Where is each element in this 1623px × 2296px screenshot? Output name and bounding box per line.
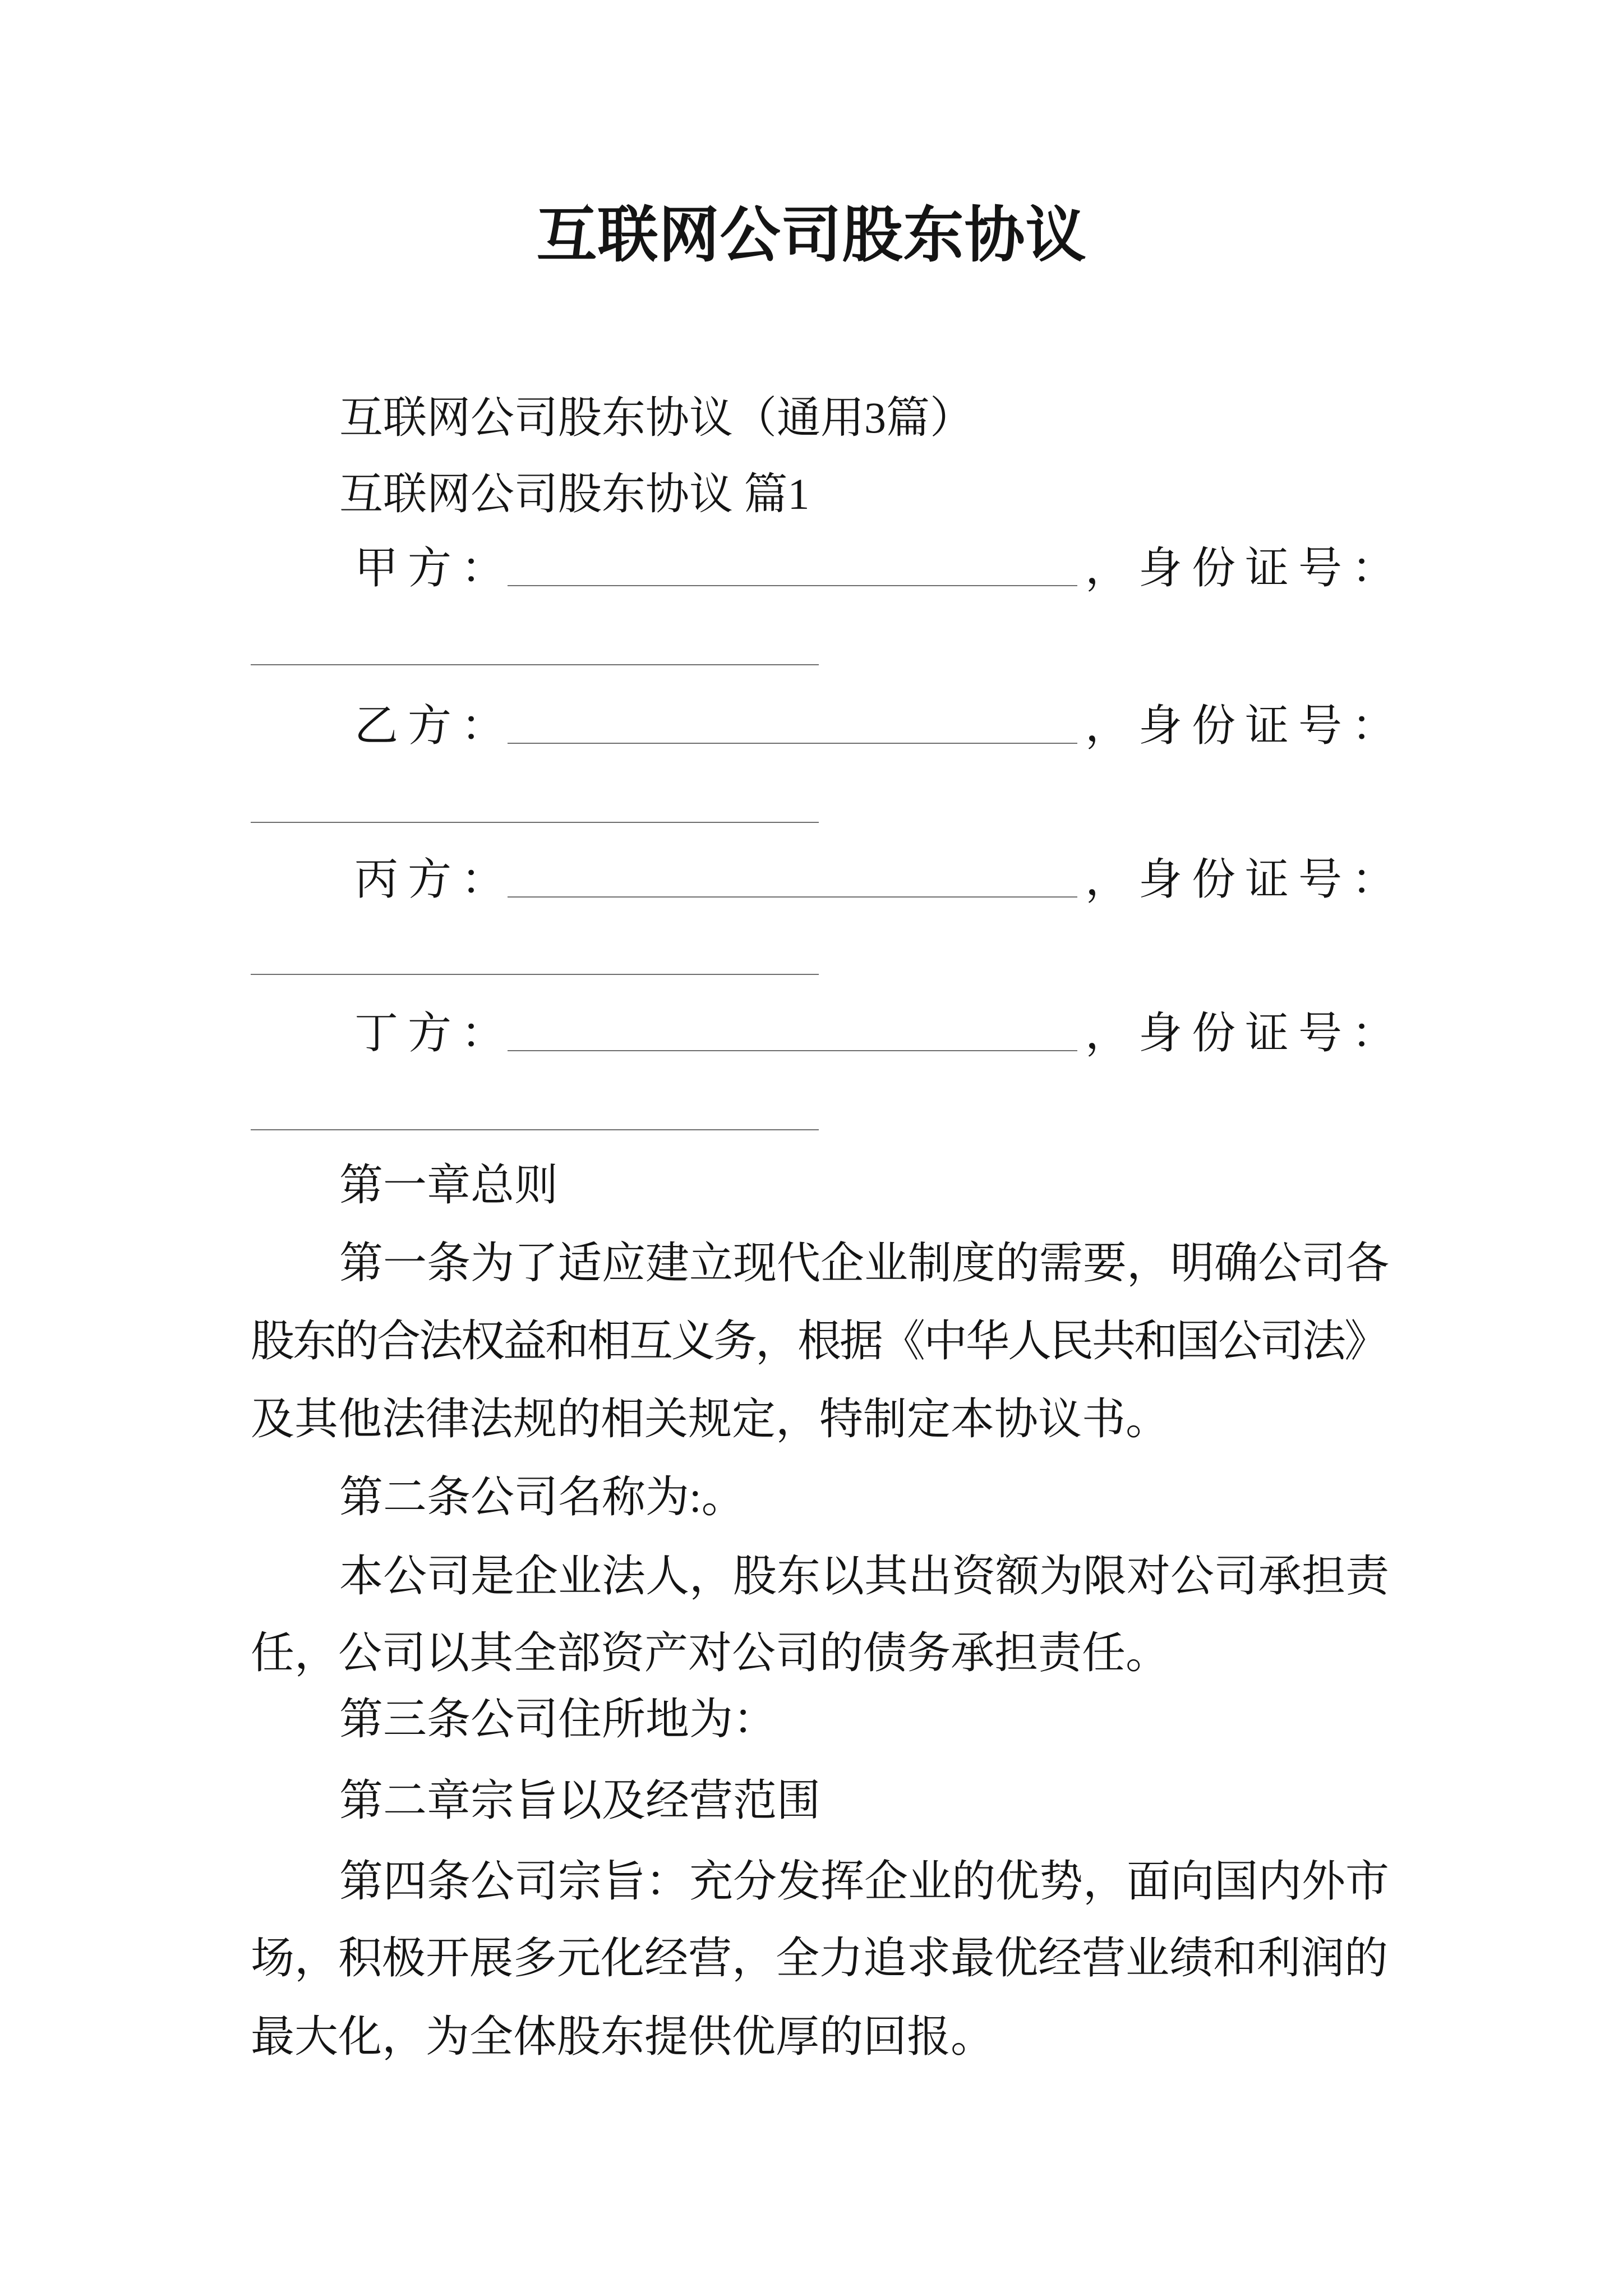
party-id-blank <box>251 664 819 665</box>
paragraph-line: 任，公司以其全部资产对公司的债务承担责任。 <box>251 1628 1170 1677</box>
party-id-label: ，身份证号： <box>1085 1009 1405 1057</box>
party-id-blank <box>251 1129 819 1130</box>
paragraph-line: 最大化，为全体股东提供优厚的回报。 <box>251 2012 995 2061</box>
paragraph-line: 本公司是企业法人，股东以其出资额为限对公司承担责 <box>339 1552 1390 1600</box>
paragraph-line: 第三条公司住所地为： <box>339 1695 777 1743</box>
paragraph-line: 场，积极开展多元化经营，全力追求最优经营业绩和利润的 <box>251 1934 1389 1982</box>
document-title: 互联网公司股东协议 <box>536 203 1087 269</box>
chapter-heading: 第二章宗旨以及经营范围 <box>339 1776 821 1825</box>
party-row-b <box>0 698 1623 754</box>
party-id-label: ，身份证号： <box>1085 544 1405 592</box>
party-row-c <box>0 852 1623 908</box>
paragraph-line: 第二条公司名称为:。 <box>339 1473 745 1521</box>
paragraph-line: 及其他法律法规的相关规定，特制定本协议书。 <box>251 1395 1170 1443</box>
party-id-blank <box>251 974 819 975</box>
party-id-label: ，身份证号： <box>1085 855 1405 904</box>
party-label: 甲方： <box>354 544 515 592</box>
party-row-d <box>0 1005 1623 1061</box>
paragraph-line: 股东的合法权益和相互义务，根据《中华人民共和国公司法》 <box>251 1317 1387 1365</box>
party-name-blank <box>508 585 1077 586</box>
document-subtitle: 互联网公司股东协议（通用3篇） <box>339 393 974 442</box>
party-name-blank <box>508 1050 1077 1051</box>
chapter-heading: 第一章总则 <box>339 1161 559 1209</box>
party-label: 丁方： <box>354 1009 515 1057</box>
party-label: 丙方： <box>354 855 515 904</box>
party-id-label: ，身份证号： <box>1085 701 1405 750</box>
party-name-blank <box>508 896 1077 898</box>
party-row-a <box>0 540 1623 596</box>
party-label: 乙方： <box>354 701 515 750</box>
party-id-blank <box>251 822 819 823</box>
paragraph-line: 第一条为了适应建立现代企业制度的需要，明确公司各 <box>339 1239 1390 1287</box>
paragraph-line: 第四条公司宗旨：充分发挥企业的优势，面向国内外市 <box>339 1857 1390 1906</box>
party-name-blank <box>508 743 1077 744</box>
section-heading: 互联网公司股东协议 篇1 <box>339 470 810 518</box>
